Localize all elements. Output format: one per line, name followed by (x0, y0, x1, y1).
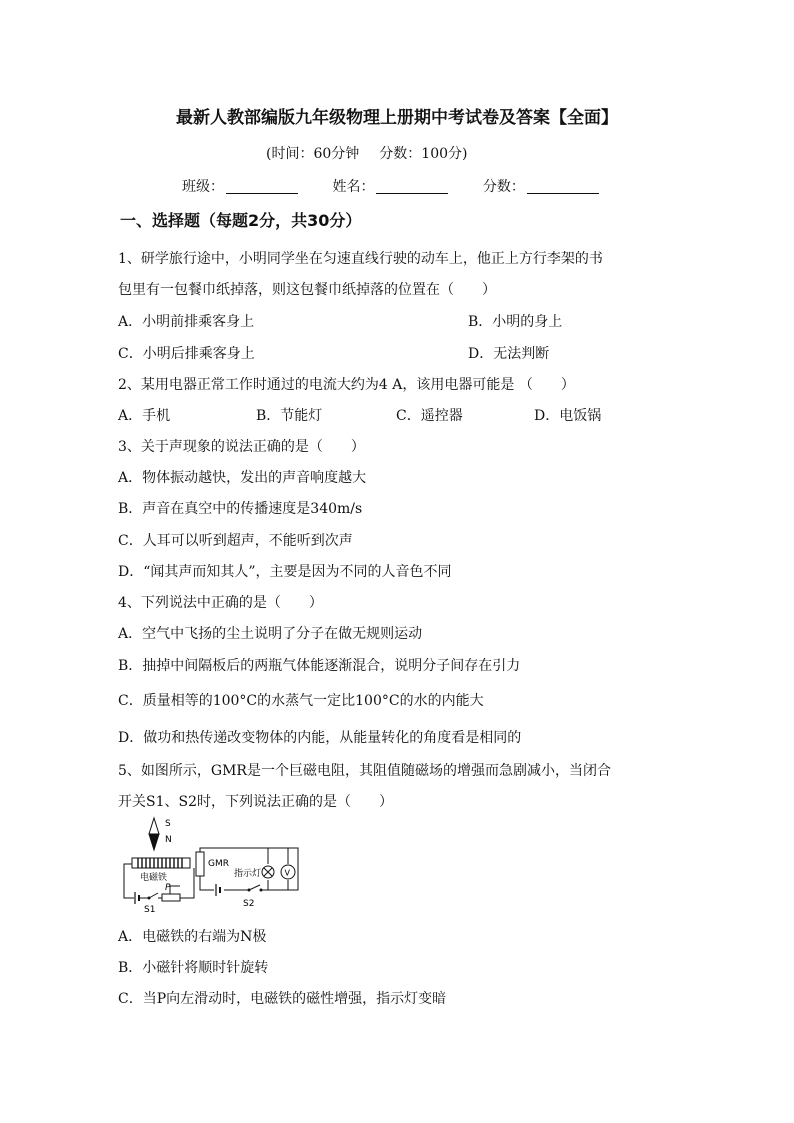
switch1-icon (148, 893, 159, 900)
lamp-label: 指示灯 (234, 869, 262, 879)
q1-option-c: C．小明后排乘客身上 (118, 346, 255, 362)
score-field: 分数： (483, 176, 599, 196)
q5-option-c: C．当P向左滑动时，电磁铁的磁性增强，指示灯变暗 (118, 991, 447, 1007)
student-fields (182, 176, 629, 196)
q5-option-a: A．电磁铁的右端为N极 (118, 929, 267, 945)
page-title: 最新人教部编版九年级物理上册期中考试卷及答案【全面】 (176, 108, 618, 128)
name-field: 姓名： (332, 176, 448, 196)
q3-option-d: D．“闻其声而知其人”，主要是因为不同的人音色不同 (118, 564, 452, 580)
q3-option-a: A．物体振动越快，发出的声音响度越大 (118, 470, 367, 486)
gmr-icon (196, 852, 204, 876)
q2-option-d: D．电饭锅 (534, 408, 602, 424)
q4-stem: 4、下列说法中正确的是（ ） (118, 595, 323, 611)
name-blank[interactable] (376, 179, 448, 194)
class-blank[interactable] (226, 179, 298, 194)
q1-stem-line2: 包里有一包餐巾纸掉落，则这包餐巾纸掉落的位置在（ ） (118, 282, 496, 298)
q3-stem: 3、关于声现象的说法正确的是（ ） (118, 439, 365, 455)
needle-n-label: N (165, 835, 172, 845)
q1-stem-line1: 1、研学旅行途中，小明同学坐在匀速直线行驶的动车上，他正上方行李架的书 (118, 251, 603, 267)
switch2-icon (248, 885, 263, 894)
q4-option-c: C．质量相等的100°C的水蒸气一定比100°C的水的内能大 (118, 693, 484, 709)
q2-option-b: B．节能灯 (256, 408, 323, 424)
exam-time: (时间：60分钟 (266, 146, 360, 162)
q2-stem: 2、某用电器正常工作时通过的电流大约为4 A，该用电器可能是 （ ） (118, 377, 575, 393)
section-title: 一、选择题（每题2分，共30分） (120, 211, 362, 230)
lamp-icon (262, 866, 274, 878)
q4-option-a: A．空气中飞扬的尘土说明了分子在做无规则运动 (118, 626, 423, 642)
q3-option-b: B．声音在真空中的传播速度是340m/s (118, 501, 363, 517)
q2-option-c: C．遥控器 (396, 408, 463, 424)
compass-needle-icon (149, 818, 159, 850)
battery2-icon (214, 884, 224, 896)
gmr-label: GMR (208, 859, 229, 869)
electromagnet-label: 电磁铁 (140, 873, 168, 883)
switch1-label: S1 (144, 905, 156, 915)
switch2-label: S2 (243, 899, 255, 909)
coil-icon (132, 858, 190, 868)
class-field: 班级： (182, 176, 298, 196)
q4-option-b: B．抽掉中间隔板后的两瓶气体能逐渐混合，说明分子间存在引力 (118, 658, 521, 674)
q4-option-d: D．做功和热传递改变物体的内能，从能量转化的角度看是相同的 (118, 730, 522, 746)
q5-stem-line2: 开关S1、S2时，下列说法正确的是（ ） (118, 794, 393, 810)
voltmeter-label: V (284, 868, 290, 878)
slider-label: P (165, 883, 171, 893)
q1-option-d: D．无法判断 (468, 346, 550, 362)
q5-stem-line1: 5、如图所示，GMR是一个巨磁电阻，其阻值随磁场的增强而急剧减小，当闭合 (118, 763, 611, 779)
q1-option-b: B．小明的身上 (468, 314, 563, 330)
needle-s-label: S (165, 819, 171, 829)
score-blank[interactable] (527, 179, 599, 194)
exam-score: 分数：100分) (379, 146, 468, 162)
q5-option-b: B．小磁针将顺时针旋转 (118, 960, 269, 976)
battery1-icon (135, 892, 139, 904)
q2-option-a: A．手机 (118, 408, 171, 424)
circuit-figure (118, 814, 318, 916)
exam-info (266, 143, 487, 163)
q3-option-c: C．人耳可以听到超声，不能听到次声 (118, 533, 353, 549)
q1-option-a: A．小明前排乘客身上 (118, 314, 255, 330)
